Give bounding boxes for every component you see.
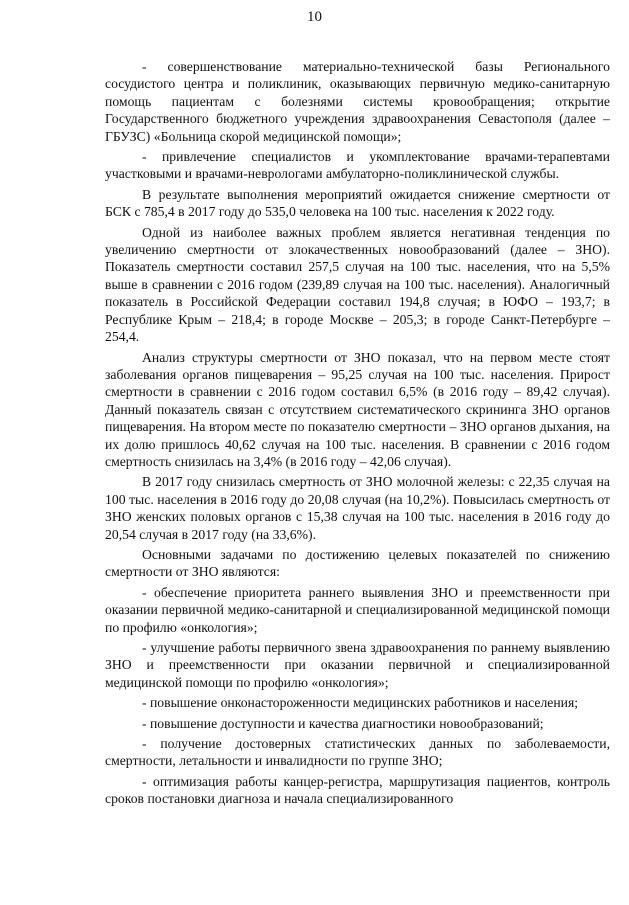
paragraph-staff-recruitment: - привлечение специалистов и укомплектование врачами-терапевтами участковыми и врачами-неврологами амбулаторно-поликлинической службы. [105, 149, 610, 182]
list-item-early-detection: - обеспечение приоритета раннего выявления ЗНО и преемственности при оказании первичной медико-санитарной и специализированной медицинской помощи по профилю «онкология»; [105, 584, 610, 635]
paragraph-main-tasks: Основными задачами по достижению целевых показателей по снижению смертности от ЗНО являются: [105, 546, 610, 580]
list-item-diagnostics: - повышение доступности и качества диагностики новообразований; [142, 715, 544, 731]
paragraph-breast-cancer: В 2017 году снизилась смертность от ЗНО молочной железы: с 22,35 случая на 100 тыс. населения в 2016 году до 20,08 случая (на 10,2%). Повысилась смертность от ЗНО женских половых органов с 15,38 случая на 100 тыс. населения в 2016 году до 20,54 случая в 2017 году (на 33,6%). [105, 474, 610, 542]
list-item-awareness: - повышение онконастороженности медицинских работников и населения; [142, 695, 579, 711]
list-item-statistics: - получение достоверных статистических данных по заболеваемости, смертности, летальности и инвалидности по группе ЗНО; [105, 736, 610, 769]
document-body [105, 58, 610, 808]
paragraph-mortality-structure: Анализ структуры смертности от ЗНО показал, что на первом месте стоят заболевания органов пищеварения – 95,25 случая на 100 тыс. населения. Прирост смертности в сравнении с 2016 годом составил 6,5% (в 2016 году – 89,42 случая). Данный показатель связан с отсутствием систематического скрининга ЗНО органов пищеварения. На втором месте по показателю смертности – ЗНО органов дыхания, на их долю пришлось 40,62 случая на 100 тыс. населения. В сравнении с 2016 годом смертность снизилась на 3,4% (в 2016 году – 42,06 случая). [105, 349, 610, 469]
list-item-cancer-registry: - оптимизация работы канцер-регистра, маршрутизация пациентов, контроль сроков постановки диагноза и начала специализированного [105, 773, 610, 807]
page-number: 10 [307, 9, 322, 25]
paragraph-equipment-upgrade: - совершенствование материально-технической базы Регионального сосудистого центра и поликлиник, оказывающих первичную медико-санитарную помощь пациентам с болезнями системы кровообращения; открытие Государственного бюджетного учреждения здравоохранения Севастополя (далее – ГБУЗС) «Больница скорой медицинской помощи»; [105, 59, 610, 144]
paragraph-oncology-trend: Одной из наиболее важных проблем является негативная тенденция по увеличению смертности от злокачественных новообразований (далее – ЗНО). Показатель смертности составил 257,5 случая на 100 тыс. населения, что на 5,5% выше в сравнении с 2016 годом (239,89 случая на 100 тыс. населения). Аналогичный показатель в Российской Федерации составил 194,8 случая; в ЮФО – 193,7; в Республике Крым – 218,4; в городе Москве – 205,3; в городе Санкт-Петербурге – 254,4. [105, 224, 610, 345]
paragraph-expected-result: В результате выполнения мероприятий ожидается снижение смертности от БСК с 785,4 в 2017 году до 535,0 человека на 100 тыс. населения к 2022 году. [105, 186, 610, 220]
list-item-primary-care: - улучшение работы первичного звена здравоохранения по раннему выявлению ЗНО и преемственности при оказании первичной и специализированной медицинской помощи по профилю «онкология»; [105, 640, 610, 690]
